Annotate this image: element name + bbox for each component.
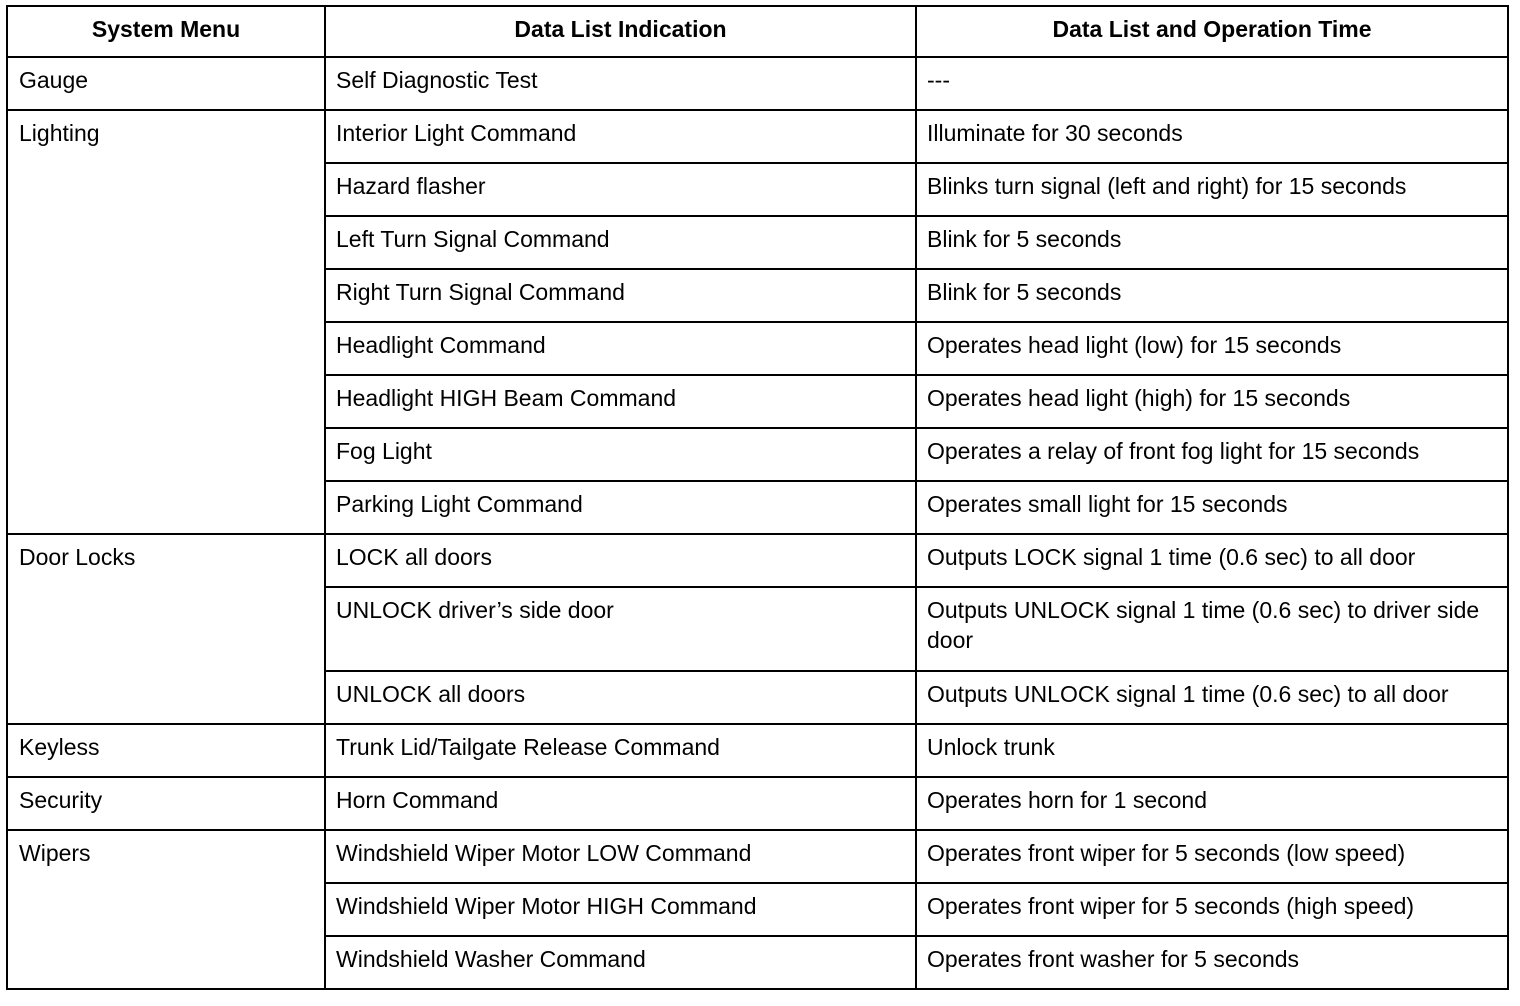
operation-cell: Operates small light for 15 seconds [916, 481, 1508, 534]
indication-cell: Right Turn Signal Command [325, 269, 916, 322]
operation-cell: Outputs LOCK signal 1 time (0.6 sec) to all door [916, 534, 1508, 587]
system-menu-cell: Keyless [7, 724, 325, 777]
indication-cell: Windshield Washer Command [325, 936, 916, 989]
system-menu-cell: Door Locks [7, 534, 325, 724]
operation-cell: --- [916, 57, 1508, 110]
table-row [7, 830, 1508, 883]
indication-cell: Left Turn Signal Command [325, 216, 916, 269]
indication-cell: UNLOCK all doors [325, 671, 916, 724]
header-system-menu: System Menu [7, 6, 325, 57]
operation-cell: Operates front wiper for 5 seconds (low speed) [916, 830, 1508, 883]
table-body [7, 57, 1508, 989]
system-menu-cell: Wipers [7, 830, 325, 989]
header-data-list-indication: Data List Indication [325, 6, 916, 57]
indication-cell: LOCK all doors [325, 534, 916, 587]
system-menu-cell: Gauge [7, 57, 325, 110]
table-row [7, 110, 1508, 163]
indication-cell: Hazard flasher [325, 163, 916, 216]
operation-cell: Operates horn for 1 second [916, 777, 1508, 830]
operation-cell: Unlock trunk [916, 724, 1508, 777]
indication-cell: Self Diagnostic Test [325, 57, 916, 110]
system-menu-cell: Lighting [7, 110, 325, 534]
active-test-table [6, 5, 1509, 990]
indication-cell: Horn Command [325, 777, 916, 830]
header-row [7, 6, 1508, 57]
indication-cell: UNLOCK driver’s side door [325, 587, 916, 671]
indication-cell: Parking Light Command [325, 481, 916, 534]
operation-cell: Operates front washer for 5 seconds [916, 936, 1508, 989]
operation-cell: Operates head light (high) for 15 seconds [916, 375, 1508, 428]
indication-cell: Windshield Wiper Motor HIGH Command [325, 883, 916, 936]
indication-cell: Headlight Command [325, 322, 916, 375]
operation-cell: Illuminate for 30 seconds [916, 110, 1508, 163]
indication-cell: Fog Light [325, 428, 916, 481]
table-row [7, 777, 1508, 830]
table-row [7, 534, 1508, 587]
operation-cell: Outputs UNLOCK signal 1 time (0.6 sec) to driver side door [916, 587, 1508, 671]
table-row [7, 57, 1508, 110]
operation-cell: Blink for 5 seconds [916, 216, 1508, 269]
table-header [7, 6, 1508, 57]
header-operation-time: Data List and Operation Time [916, 6, 1508, 57]
indication-cell: Headlight HIGH Beam Command [325, 375, 916, 428]
operation-cell: Blinks turn signal (left and right) for 15 seconds [916, 163, 1508, 216]
system-menu-cell: Security [7, 777, 325, 830]
operation-cell: Operates front wiper for 5 seconds (high speed) [916, 883, 1508, 936]
operation-cell: Operates head light (low) for 15 seconds [916, 322, 1508, 375]
operation-cell: Outputs UNLOCK signal 1 time (0.6 sec) to all door [916, 671, 1508, 724]
indication-cell: Trunk Lid/Tailgate Release Command [325, 724, 916, 777]
table-row [7, 724, 1508, 777]
operation-cell: Blink for 5 seconds [916, 269, 1508, 322]
indication-cell: Windshield Wiper Motor LOW Command [325, 830, 916, 883]
operation-cell: Operates a relay of front fog light for 15 seconds [916, 428, 1508, 481]
indication-cell: Interior Light Command [325, 110, 916, 163]
